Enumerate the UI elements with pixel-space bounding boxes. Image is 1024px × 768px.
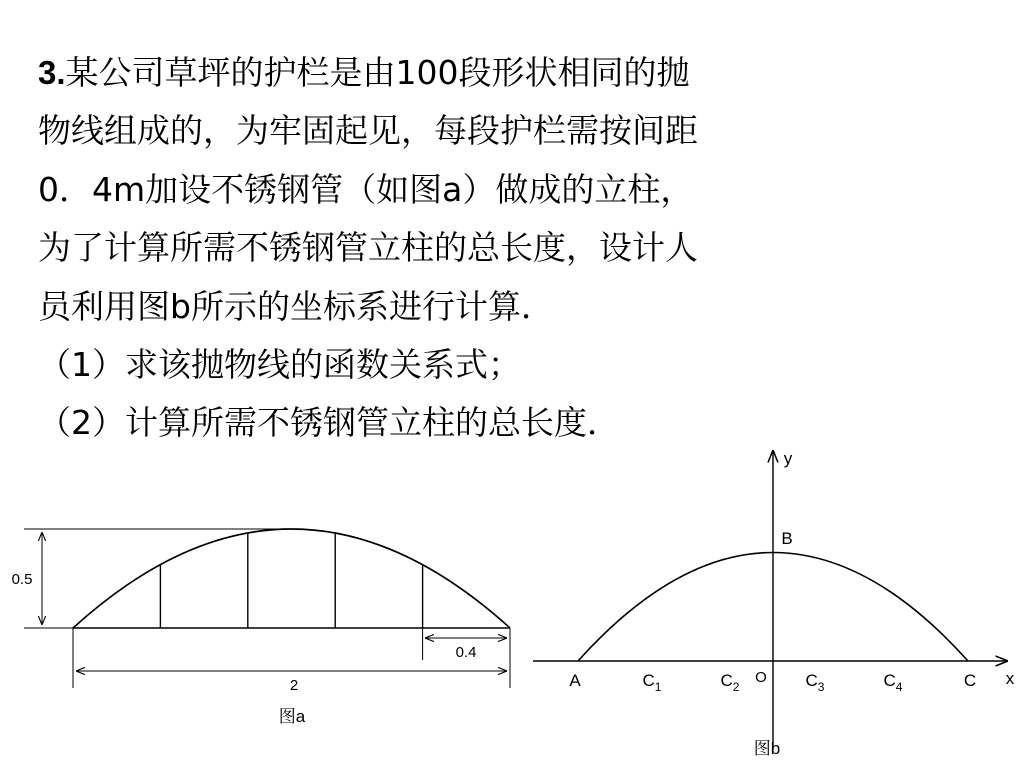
figure-a bbox=[12, 529, 510, 726]
figure-b-caption: 图b bbox=[753, 739, 781, 758]
parabola-arc-a bbox=[73, 529, 510, 628]
point-label-2: $C_1$ bbox=[642, 671, 662, 694]
question-1: （1）求该抛物线的函数关系式； bbox=[38, 345, 521, 385]
point-label-6: C bbox=[963, 671, 977, 690]
problem-line-5: 员利用图b所示的坐标系进行计算． bbox=[38, 286, 554, 326]
x-axis-label: x bbox=[1005, 669, 1015, 688]
point-label-4: $C_3$ bbox=[805, 671, 825, 694]
height-label: 0.5 bbox=[11, 571, 33, 588]
top-point-label: B bbox=[781, 529, 793, 548]
problem-line-3: 0．4m加设不锈钢管（如图a）做成的立柱， bbox=[38, 169, 694, 209]
problem-line-1-text: 某公司草坪的护栏是由100段形状相同的抛 bbox=[65, 53, 690, 92]
point-label-5: $C_4$ bbox=[883, 671, 903, 694]
figure-b bbox=[533, 449, 1015, 758]
figure-a-caption: 图a bbox=[278, 707, 306, 726]
span-label: 2 bbox=[289, 677, 299, 694]
problem-line-4: 为了计算所需不锈钢管立柱的总长度，设计人 bbox=[38, 228, 698, 268]
problem-line-1: 3.某公司草坪的护栏是由100段形状相同的抛 bbox=[38, 53, 690, 92]
origin-label: O bbox=[755, 669, 767, 686]
problem-line-2: 物线组成的，为牢固起见，每段护栏需按间距 bbox=[38, 111, 698, 151]
point-label-1: A bbox=[569, 671, 581, 690]
question-2: （2）计算所需不锈钢管立柱的总长度． bbox=[38, 403, 620, 443]
point-label-3: $C_2$ bbox=[720, 671, 740, 694]
y-axis-label: y bbox=[783, 449, 793, 468]
spacing-label: 0.4 bbox=[455, 644, 477, 661]
